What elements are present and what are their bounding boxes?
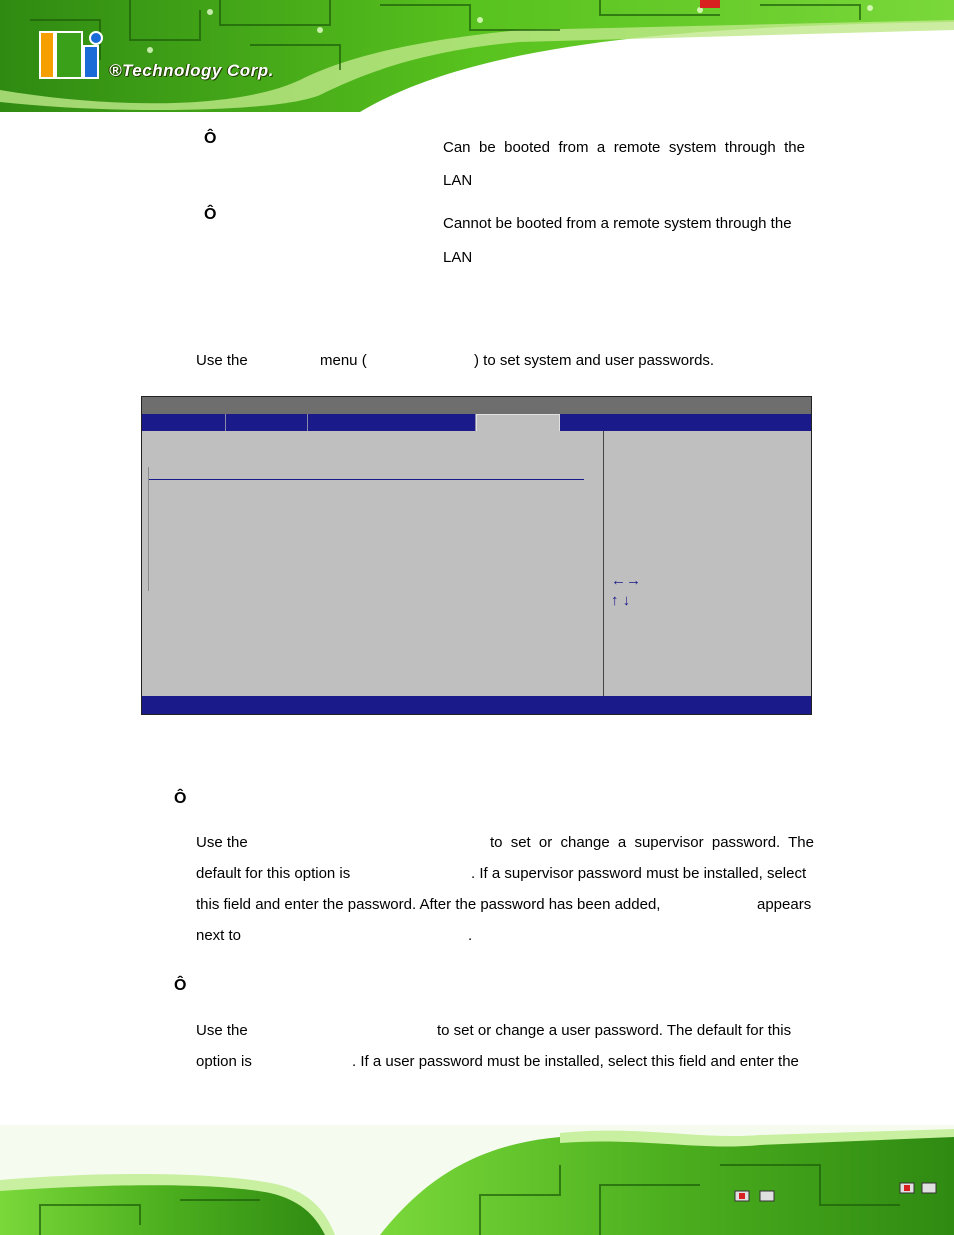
bios-tab[interactable] [142,414,226,431]
intro-text-part1: Use the [196,352,248,369]
section2-text: option is [196,1053,252,1070]
intro-text-part3: ) to set system and user passwords. [474,352,715,369]
bios-tab[interactable] [560,414,812,431]
option-description: Can be booted from a remote system through the [443,139,805,156]
circuit-board-header-graphic [0,0,954,112]
section1-text: . [468,927,473,944]
bios-bottom-bar [142,696,811,714]
section2-text: . If a user password must be installed, select this field and enter the [352,1053,799,1070]
option-bullet-arrow: Ô [204,130,217,147]
left-right-keys-icon: ←→ [611,572,641,589]
logo-company-name: ®Technology Corp. [109,61,274,80]
section1-text: Use the [196,834,248,851]
bios-menu-tabs [142,414,811,431]
header-banner [0,0,954,112]
option-description-cont: LAN [443,249,473,266]
footer-banner [0,1125,954,1235]
section1-text: to set or change a supervisor password. The [490,834,814,851]
option-description-cont: LAN [443,172,473,189]
section1-text: default for this option is [196,865,351,882]
intro-text-part2: menu ( [320,352,367,369]
section2-text: to set or change a user password. The default for this [437,1022,792,1039]
bios-tab-active[interactable] [476,414,560,431]
up-down-keys-icon: ↑ ↓ [611,592,631,609]
section-bullet-arrow: Ô [174,790,187,807]
section2-text: Use the [196,1022,248,1039]
section1-text: appears [757,896,812,913]
section1-text: this field and enter the password. After the password has been added, [196,896,661,913]
option-description: Cannot be booted from a remote system through the [443,215,792,232]
bios-security-screen [141,396,812,715]
bios-tab[interactable] [226,414,308,431]
section-bullet-arrow: Ô [174,977,187,994]
section1-text: . If a supervisor password must be installed, select [471,865,807,882]
option-bullet-arrow: Ô [204,206,217,223]
bios-left-border [148,467,149,591]
logo-letters [42,22,88,64]
bios-separator-line [149,479,584,480]
bios-help-divider [603,431,604,697]
bios-title-bar [142,397,811,414]
bios-tab[interactable] [310,414,476,431]
circuit-board-footer-graphic [0,1125,954,1235]
section1-text: next to [196,927,242,944]
